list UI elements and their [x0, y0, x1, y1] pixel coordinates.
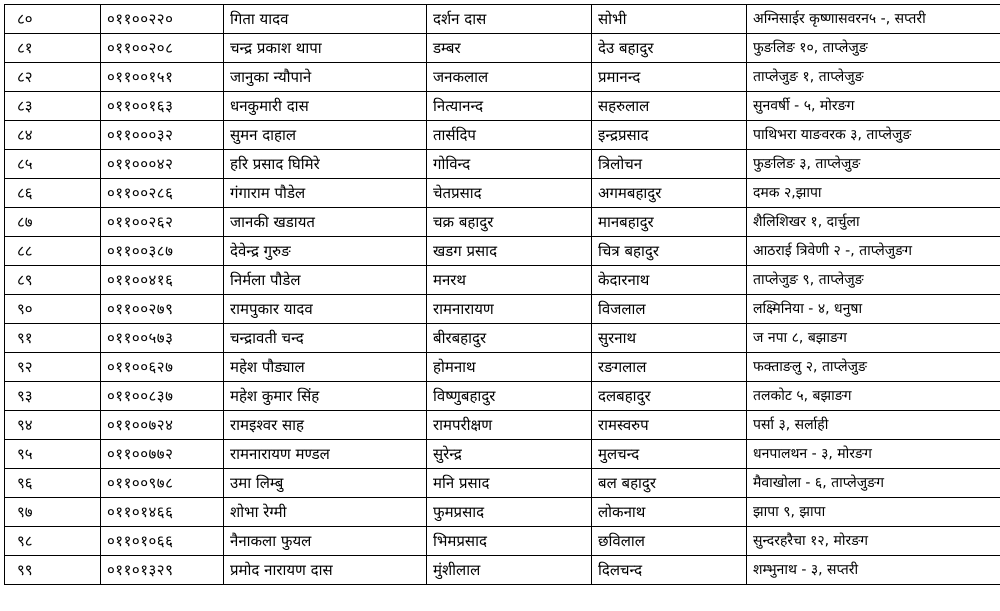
grandfather-name-cell: रामस्वरुप	[592, 411, 747, 440]
address-cell: अग्निसाईर कृष्णासवरन५ -, सप्तरी	[747, 5, 1000, 34]
table-row	[5, 353, 1000, 382]
grandfather-name-cell: सहरुलाल	[592, 92, 747, 121]
address-cell: सुनवर्षी - ५, मोरङग	[747, 92, 1000, 121]
father-name-cell: तार्सदिप	[427, 121, 592, 150]
serial-number-cell: ८४	[5, 121, 101, 150]
father-name-cell: भिमप्रसाद	[427, 527, 592, 556]
address-cell: धनपालथन - ३, मोरङग	[747, 440, 1000, 469]
serial-number-cell: ८२	[5, 63, 101, 92]
address-cell: तलकोट ५, बझाङग	[747, 382, 1000, 411]
candidate-name-cell: उमा लिम्बु	[224, 469, 427, 498]
table-row	[5, 411, 1000, 440]
candidate-name-cell: शोभा रेग्मी	[224, 498, 427, 527]
table-row	[5, 63, 1000, 92]
grandfather-name-cell: सुरनाथ	[592, 324, 747, 353]
serial-number-cell: ९८	[5, 527, 101, 556]
table-row	[5, 556, 1000, 585]
roll-number-cell: ०११०००४२	[101, 150, 224, 179]
father-name-cell: डम्बर	[427, 34, 592, 63]
candidate-name-cell: महेश कुमार सिंह	[224, 382, 427, 411]
roll-number-cell: ०११००१५१	[101, 63, 224, 92]
candidate-name-cell: निर्मला पौडेल	[224, 266, 427, 295]
serial-number-cell: ८८	[5, 237, 101, 266]
grandfather-name-cell: लोकनाथ	[592, 498, 747, 527]
address-cell: झापा ९, झापा	[747, 498, 1000, 527]
father-name-cell: मुंशीलाल	[427, 556, 592, 585]
roll-number-cell: ०११००१६३	[101, 92, 224, 121]
father-name-cell: बीरबहादुर	[427, 324, 592, 353]
address-cell: ज नपा ८, बझाङग	[747, 324, 1000, 353]
roll-number-cell: ०११००५७३	[101, 324, 224, 353]
address-cell: ताप्लेजुङ १, ताप्लेजुङ	[747, 63, 1000, 92]
table-row	[5, 150, 1000, 179]
serial-number-cell: ९०	[5, 295, 101, 324]
table-row	[5, 237, 1000, 266]
candidate-name-cell: चन्द्रावती चन्द	[224, 324, 427, 353]
roll-number-cell: ०११०१०६६	[101, 527, 224, 556]
serial-number-cell: ९३	[5, 382, 101, 411]
father-name-cell: गोविन्द	[427, 150, 592, 179]
table-row	[5, 208, 1000, 237]
table-row	[5, 179, 1000, 208]
grandfather-name-cell: चित्र बहादुर	[592, 237, 747, 266]
serial-number-cell: ८६	[5, 179, 101, 208]
serial-number-cell: ९६	[5, 469, 101, 498]
candidate-name-cell: रामपुकार यादव	[224, 295, 427, 324]
serial-number-cell: ९१	[5, 324, 101, 353]
roll-number-cell: ०११००२०८	[101, 34, 224, 63]
roll-number-cell: ०११००६२७	[101, 353, 224, 382]
grandfather-name-cell: दिलचन्द	[592, 556, 747, 585]
address-cell: शैलिशिखर १, दार्चुला	[747, 208, 1000, 237]
roll-number-cell: ०११००२६२	[101, 208, 224, 237]
address-cell: फुङलिङ ३, ताप्लेजुङ	[747, 150, 1000, 179]
roll-number-cell: ०११०१३२९	[101, 556, 224, 585]
candidate-name-cell: जानकी खडायत	[224, 208, 427, 237]
father-name-cell: रामपरीक्षण	[427, 411, 592, 440]
father-name-cell: मनि प्रसाद	[427, 469, 592, 498]
roll-number-cell: ०११०००३२	[101, 121, 224, 150]
serial-number-cell: ९५	[5, 440, 101, 469]
father-name-cell: विष्णुबहादुर	[427, 382, 592, 411]
roll-number-cell: ०११०१४६६	[101, 498, 224, 527]
address-cell: सुन्दरहरैचा १२, मोरङग	[747, 527, 1000, 556]
father-name-cell: दर्शन दास	[427, 5, 592, 34]
father-name-cell: रामनारायण	[427, 295, 592, 324]
roster-sheet	[4, 4, 995, 585]
address-cell: आठराई त्रिवेणी २ -, ताप्लेजुङग	[747, 237, 1000, 266]
candidate-name-cell: जानुका न्यौपाने	[224, 63, 427, 92]
candidate-name-cell: गिता यादव	[224, 5, 427, 34]
table-row	[5, 266, 1000, 295]
table-row	[5, 382, 1000, 411]
address-cell: फुङलिङ १०, ताप्लेजुङ	[747, 34, 1000, 63]
father-name-cell: जनकलाल	[427, 63, 592, 92]
table-row	[5, 324, 1000, 353]
roster-table	[4, 4, 1000, 585]
grandfather-name-cell: विजलाल	[592, 295, 747, 324]
candidate-name-cell: धनकुमारी दास	[224, 92, 427, 121]
serial-number-cell: ८०	[5, 5, 101, 34]
grandfather-name-cell: मानबहादुर	[592, 208, 747, 237]
candidate-name-cell: नैनाकला फुयल	[224, 527, 427, 556]
grandfather-name-cell: इन्द्रप्रसाद	[592, 121, 747, 150]
address-cell: पाथिभरा याङवरक ३, ताप्लेजुङ	[747, 121, 1000, 150]
address-cell: पर्सा ३, सर्लाही	[747, 411, 1000, 440]
roll-number-cell: ०११००७७२	[101, 440, 224, 469]
address-cell: दमक २,झापा	[747, 179, 1000, 208]
serial-number-cell: ८३	[5, 92, 101, 121]
father-name-cell: फुमप्रसाद	[427, 498, 592, 527]
address-cell: मैवाखोला - ६, ताप्लेजुङग	[747, 469, 1000, 498]
grandfather-name-cell: सोभी	[592, 5, 747, 34]
roll-number-cell: ०११००४१६	[101, 266, 224, 295]
table-row	[5, 440, 1000, 469]
candidate-name-cell: महेश पौड्याल	[224, 353, 427, 382]
table-row	[5, 92, 1000, 121]
candidate-name-cell: सुमन दाहाल	[224, 121, 427, 150]
father-name-cell: होमनाथ	[427, 353, 592, 382]
candidate-name-cell: देवेन्द्र गुरुङ	[224, 237, 427, 266]
roll-number-cell: ०११००७२४	[101, 411, 224, 440]
address-cell: शम्भुनाथ - ३, सप्तरी	[747, 556, 1000, 585]
table-row	[5, 527, 1000, 556]
table-row	[5, 121, 1000, 150]
father-name-cell: चेतप्रसाद	[427, 179, 592, 208]
father-name-cell: चक्र बहादुर	[427, 208, 592, 237]
grandfather-name-cell: दलबहादुर	[592, 382, 747, 411]
table-row	[5, 5, 1000, 34]
grandfather-name-cell: रङगलाल	[592, 353, 747, 382]
grandfather-name-cell: मुलचन्द	[592, 440, 747, 469]
serial-number-cell: ८७	[5, 208, 101, 237]
grandfather-name-cell: त्रिलोचन	[592, 150, 747, 179]
roll-number-cell: ०११००९७८	[101, 469, 224, 498]
table-row	[5, 469, 1000, 498]
father-name-cell: मनरथ	[427, 266, 592, 295]
table-row	[5, 295, 1000, 324]
serial-number-cell: ९७	[5, 498, 101, 527]
serial-number-cell: ९२	[5, 353, 101, 382]
grandfather-name-cell: प्रमानन्द	[592, 63, 747, 92]
serial-number-cell: ९९	[5, 556, 101, 585]
father-name-cell: नित्यानन्द	[427, 92, 592, 121]
address-cell: ताप्लेजुङ ९, ताप्लेजुङ	[747, 266, 1000, 295]
grandfather-name-cell: केदारनाथ	[592, 266, 747, 295]
grandfather-name-cell: छविलाल	[592, 527, 747, 556]
roll-number-cell: ०११००२२०	[101, 5, 224, 34]
table-row	[5, 34, 1000, 63]
serial-number-cell: ८१	[5, 34, 101, 63]
serial-number-cell: ८९	[5, 266, 101, 295]
grandfather-name-cell: देउ बहादुर	[592, 34, 747, 63]
address-cell: फक्ताङलु २, ताप्लेजुङ	[747, 353, 1000, 382]
roll-number-cell: ०११००२७९	[101, 295, 224, 324]
candidate-name-cell: हरि प्रसाद घिमिरे	[224, 150, 427, 179]
roll-number-cell: ०११००८३७	[101, 382, 224, 411]
table-row	[5, 498, 1000, 527]
roster-table-body	[5, 5, 1000, 585]
candidate-name-cell: चन्द्र प्रकाश थापा	[224, 34, 427, 63]
candidate-name-cell: प्रमोद नारायण दास	[224, 556, 427, 585]
candidate-name-cell: रामइश्वर साह	[224, 411, 427, 440]
grandfather-name-cell: अगमबहादुर	[592, 179, 747, 208]
serial-number-cell: ८५	[5, 150, 101, 179]
candidate-name-cell: रामनारायण मण्डल	[224, 440, 427, 469]
roll-number-cell: ०११००३८७	[101, 237, 224, 266]
serial-number-cell: ९४	[5, 411, 101, 440]
grandfather-name-cell: बल बहादुर	[592, 469, 747, 498]
address-cell: लक्ष्मिनिया - ४, धनुषा	[747, 295, 1000, 324]
father-name-cell: खडग प्रसाद	[427, 237, 592, 266]
candidate-name-cell: गंगाराम पौडेल	[224, 179, 427, 208]
father-name-cell: सुरेन्द्र	[427, 440, 592, 469]
roll-number-cell: ०११००२८६	[101, 179, 224, 208]
